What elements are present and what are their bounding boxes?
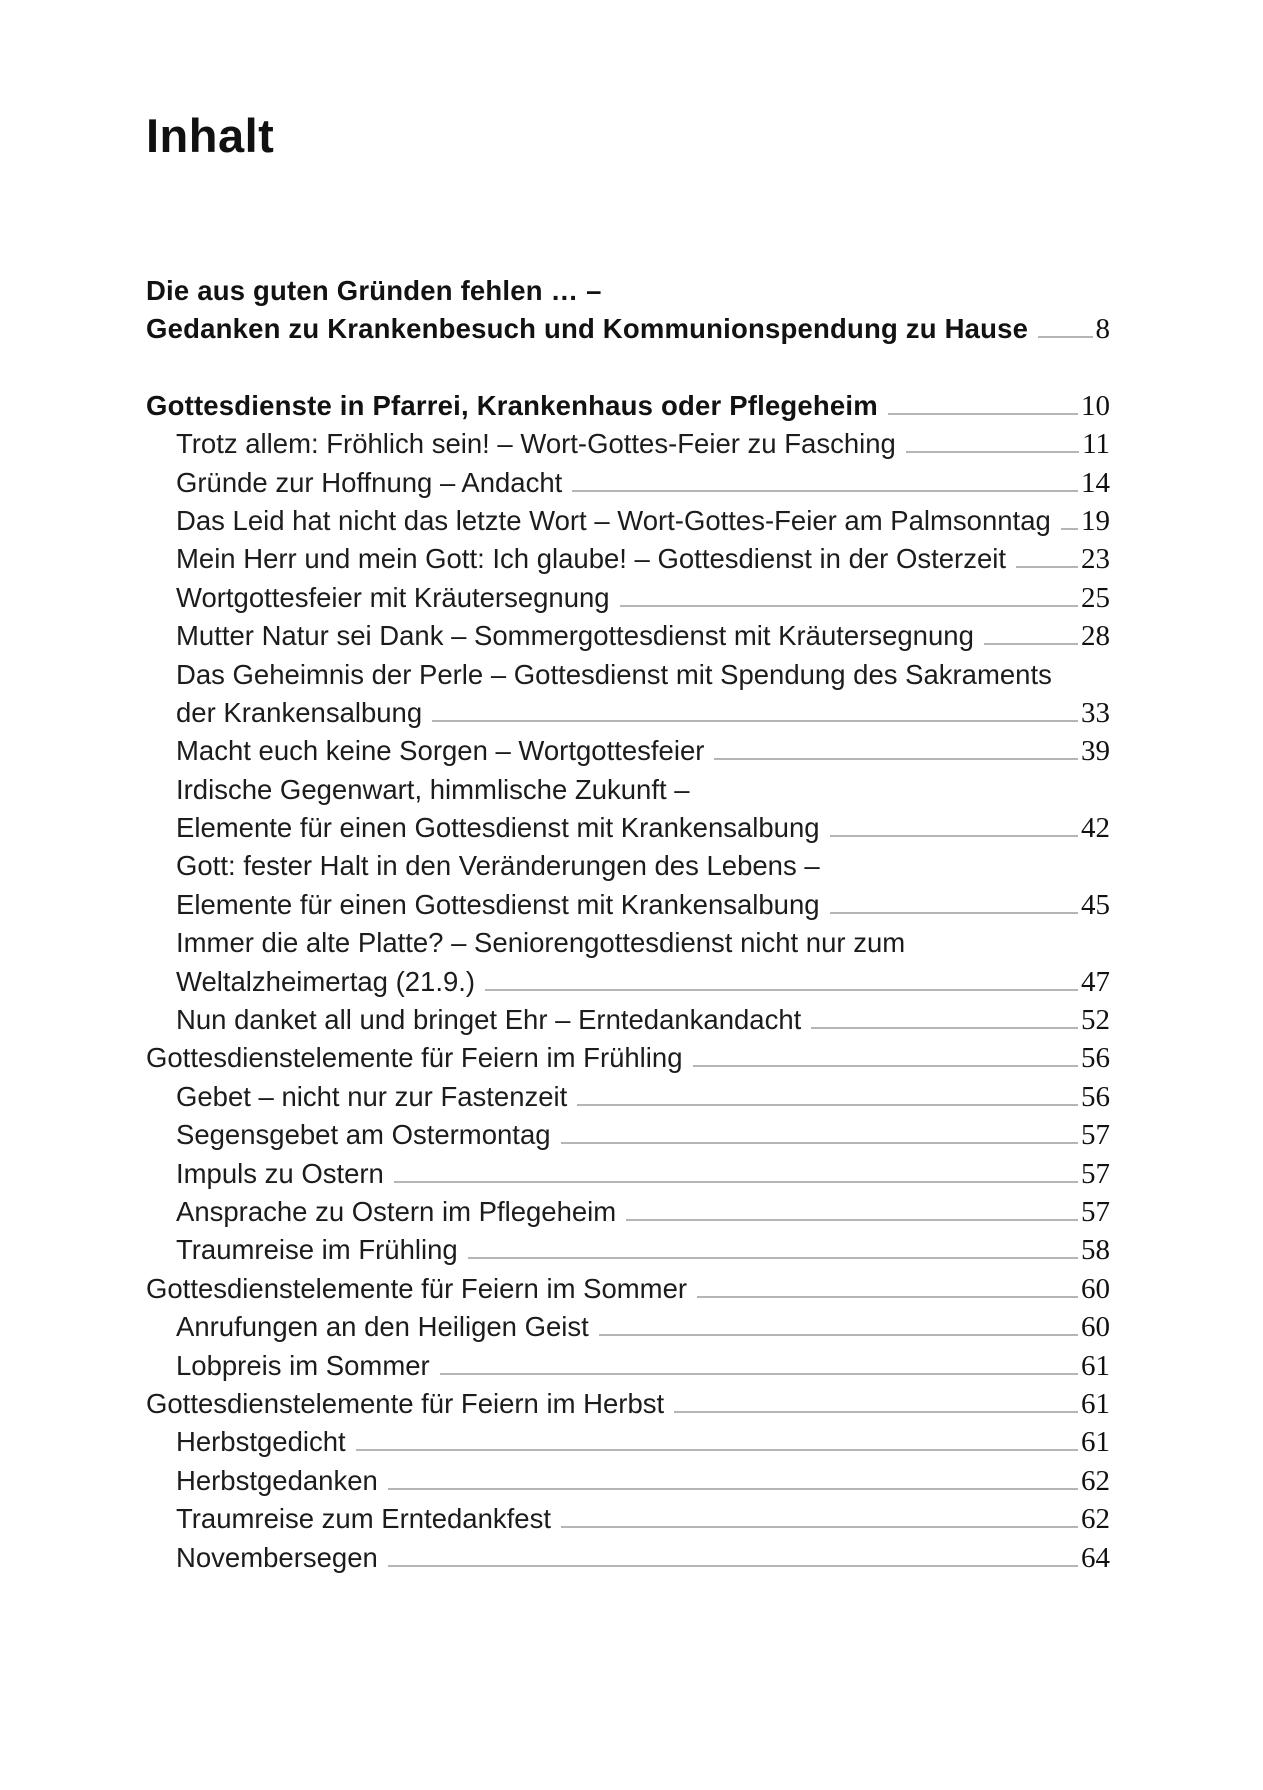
toc-page-number: 23 xyxy=(1081,543,1110,576)
toc-entry-text: Das Geheimnis der Perle – Gottesdienst mit Spendung des Sakraments xyxy=(176,658,1052,690)
toc-row xyxy=(146,1500,1110,1538)
toc-row xyxy=(146,387,1110,425)
toc-page-number: 47 xyxy=(1081,965,1110,998)
toc-page-number: 58 xyxy=(1081,1234,1110,1267)
toc-leader-line xyxy=(888,413,1078,415)
toc-entry-text: Ansprache zu Ostern im Pflegeheim xyxy=(176,1195,617,1227)
toc-entry-text: Traumreise zum Erntedankfest xyxy=(176,1503,551,1535)
toc-entry-text: Traumreise im Frühling xyxy=(176,1234,458,1266)
toc-entry-text: Macht euch keine Sorgen – Wortgottesfeier xyxy=(176,735,705,767)
toc-leader-line xyxy=(1016,566,1078,568)
toc-page-number: 42 xyxy=(1081,812,1110,845)
toc-row xyxy=(146,579,1110,617)
toc-leader-line xyxy=(1061,528,1078,530)
toc-leader-line xyxy=(485,989,1078,991)
toc-entry-text: Herbstgedanken xyxy=(176,1464,378,1496)
toc-row xyxy=(146,732,1110,770)
toc-entry-text: Gebet – nicht nur zur Fastenzeit xyxy=(176,1080,568,1112)
toc-page-number: 33 xyxy=(1081,696,1110,729)
toc-entry-text: Das Leid hat nicht das letzte Wort – Wort-Gottes-Feier am Palmsonntag xyxy=(176,504,1051,536)
page-title: Inhalt xyxy=(146,109,275,162)
toc-leader-line xyxy=(394,1181,1078,1183)
toc-row xyxy=(146,656,1110,694)
toc-leader-line xyxy=(620,605,1078,607)
toc-leader-line xyxy=(561,1142,1078,1144)
toc-entry-text: Gründe zur Hoffnung – Andacht xyxy=(176,466,563,498)
toc-row xyxy=(146,1078,1110,1116)
toc-leader-line xyxy=(356,1449,1078,1451)
toc-leader-line xyxy=(599,1334,1078,1336)
toc-page-number: 61 xyxy=(1081,1387,1110,1420)
toc-entry-text: Novembersegen xyxy=(176,1541,378,1573)
toc-page-number: 57 xyxy=(1081,1195,1110,1228)
toc-page-number: 62 xyxy=(1081,1464,1110,1497)
toc-leader-line xyxy=(432,720,1078,722)
toc-entry-text: Nun danket all und bringet Ehr – Erntedankandacht xyxy=(176,1004,802,1036)
toc-row xyxy=(146,1423,1110,1461)
toc-row xyxy=(146,1308,1110,1346)
toc-entry-text: Mutter Natur sei Dank – Sommergottesdienst mit Kräutersegnung xyxy=(176,620,974,652)
toc-row xyxy=(146,1039,1110,1077)
toc-entry-text: Irdische Gegenwart, himmlische Zukunft – xyxy=(176,773,690,805)
toc-page-number: 57 xyxy=(1081,1157,1110,1190)
toc-entry-text: Wortgottesfeier mit Kräutersegnung xyxy=(176,581,610,613)
toc-row xyxy=(146,1539,1110,1577)
toc-row xyxy=(146,502,1110,540)
toc-row xyxy=(146,771,1110,809)
toc-entry-text: Segensgebet am Ostermontag xyxy=(176,1119,551,1151)
toc-row xyxy=(146,617,1110,655)
toc-row xyxy=(146,1347,1110,1385)
toc-leader-line xyxy=(714,758,1078,760)
toc-row xyxy=(146,1231,1110,1269)
toc-page-number: 8 xyxy=(1095,313,1110,346)
toc-row xyxy=(146,963,1110,1001)
toc-entry-text: Lobpreis im Sommer xyxy=(176,1349,430,1381)
toc-leader-line xyxy=(388,1488,1078,1490)
toc-page-number: 45 xyxy=(1081,888,1110,921)
toc-row xyxy=(146,694,1110,732)
toc-page-number: 19 xyxy=(1081,504,1110,537)
toc-leader-line xyxy=(440,1373,1078,1375)
toc-page-number: 57 xyxy=(1081,1119,1110,1152)
toc-page-number: 62 xyxy=(1081,1503,1110,1536)
toc-row xyxy=(146,809,1110,847)
toc-leader-line xyxy=(1038,336,1092,338)
toc-entry-text: Impuls zu Ostern xyxy=(176,1157,384,1189)
toc-page-number: 25 xyxy=(1081,581,1110,614)
toc-page-number: 11 xyxy=(1082,428,1110,461)
toc-row xyxy=(146,310,1110,348)
toc-entry-text: Gottesdienste in Pfarrei, Krankenhaus oder Pflegeheim xyxy=(146,389,878,421)
toc-page-number: 14 xyxy=(1081,466,1110,499)
toc-leader-line xyxy=(693,1065,1079,1067)
toc-row xyxy=(146,540,1110,578)
toc-leader-line xyxy=(674,1411,1078,1413)
toc-leader-line xyxy=(906,451,1079,453)
toc-row xyxy=(146,1155,1110,1193)
toc-row xyxy=(146,1270,1110,1308)
toc-leader-line xyxy=(830,835,1078,837)
toc-leader-line xyxy=(984,643,1078,645)
toc-leader-line xyxy=(697,1296,1078,1298)
toc-leader-line xyxy=(811,1027,1078,1029)
toc-entry-text: Gottesdienstelemente für Feiern im Sommer xyxy=(146,1272,688,1304)
toc-entry-text: Immer die alte Platte? – Seniorengottesdienst nicht nur zum xyxy=(176,927,906,959)
toc-entry-text: Die aus guten Gründen fehlen … – xyxy=(146,275,602,306)
toc-row xyxy=(146,886,1110,924)
toc-leader-line xyxy=(561,1526,1078,1528)
toc-page-number: 60 xyxy=(1081,1272,1110,1305)
toc-entry-text: Elemente für einen Gottesdienst mit Krankensalbung xyxy=(176,812,820,844)
toc-leader-line xyxy=(468,1257,1078,1259)
toc-row xyxy=(146,1385,1110,1423)
toc-entry-text: Mein Herr und mein Gott: Ich glaube! – Gottesdienst in der Osterzeit xyxy=(176,543,1006,575)
toc-page-number: 52 xyxy=(1081,1004,1110,1037)
toc-page-number: 10 xyxy=(1081,389,1110,422)
toc-row xyxy=(146,1462,1110,1500)
toc-leader-line xyxy=(830,912,1078,914)
toc-row xyxy=(146,847,1110,885)
toc-entry-text: Gott: fester Halt in den Veränderungen des Lebens – xyxy=(176,850,820,882)
toc-row xyxy=(146,1193,1110,1231)
toc-leader-line xyxy=(388,1565,1078,1567)
toc-page-number: 56 xyxy=(1081,1042,1110,1075)
toc-row xyxy=(146,464,1110,502)
toc-row xyxy=(146,272,1110,310)
toc-entry-text: Anrufungen an den Heiligen Geist xyxy=(176,1311,589,1343)
toc-entry-text: Gedanken zu Krankenbesuch und Kommunionspendung zu Hause xyxy=(146,313,1029,345)
toc-row xyxy=(146,1001,1110,1039)
toc-row xyxy=(146,924,1110,962)
toc-entry-text: Gottesdienstelemente für Feiern im Herbst xyxy=(146,1387,665,1419)
toc-leader-line xyxy=(577,1104,1078,1106)
toc-page-number: 61 xyxy=(1081,1349,1110,1382)
toc-page-number: 28 xyxy=(1081,620,1110,653)
toc-entry-text: Gottesdienstelemente für Feiern im Frühling xyxy=(146,1042,683,1074)
toc-page-number: 64 xyxy=(1081,1541,1110,1574)
toc-page-number: 56 xyxy=(1081,1080,1110,1113)
toc-page-number: 60 xyxy=(1081,1311,1110,1344)
toc-entry-text: Weltalzheimertag (21.9.) xyxy=(176,965,476,997)
toc-leader-line xyxy=(626,1219,1078,1221)
toc-leader-line xyxy=(572,490,1078,492)
toc-entry-text: Elemente für einen Gottesdienst mit Krankensalbung xyxy=(176,888,820,920)
toc-entry-text: Trotz allem: Fröhlich sein! – Wort-Gottes-Feier zu Fasching xyxy=(176,428,896,460)
toc-page-number: 61 xyxy=(1081,1426,1110,1459)
toc-page-number: 39 xyxy=(1081,735,1110,768)
toc-list xyxy=(146,272,1110,1577)
toc-entry-text: Herbstgedicht xyxy=(176,1426,346,1458)
toc-entry-text: der Krankensalbung xyxy=(176,696,423,728)
toc-row xyxy=(146,1116,1110,1154)
toc-row xyxy=(146,425,1110,463)
